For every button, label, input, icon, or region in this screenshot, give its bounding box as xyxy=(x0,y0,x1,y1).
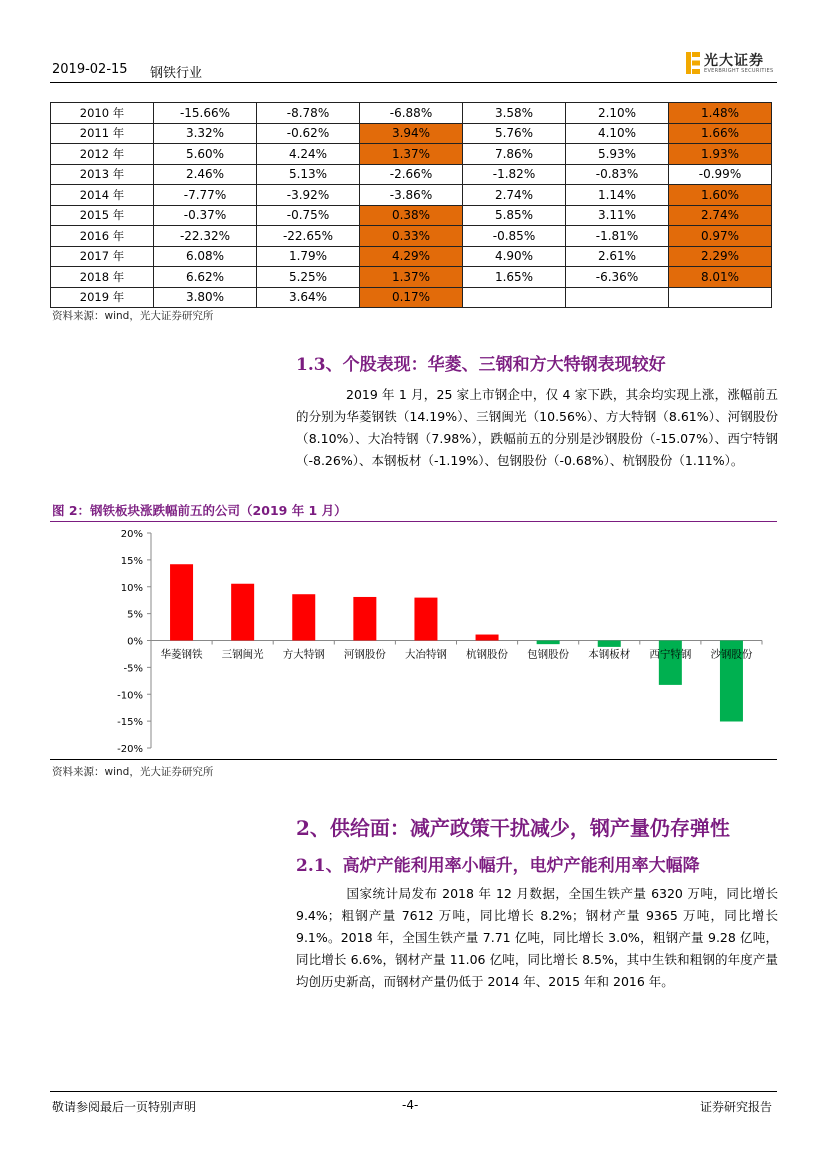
table-value-cell: -2.66% xyxy=(360,164,463,185)
section-1-3-text: 2019 年 1 月，25 家上市钢企中，仅 4 家下跌，其余均实现上涨，涨幅前五的分别为华菱钢铁（14.19%）、三钢闽光（10.56%）、方大特钢（8.61%）、河钢股份（8.10%）、大冶特钢（7.98%），跌幅前五的分别是沙钢股份（-15.07%）、西宁特钢（-8.26%）、本钢板材（-1.19%）、包钢股份（-0.68%）、杭钢股份（1.11%）。 xyxy=(296,387,778,468)
table-value-cell: 5.25% xyxy=(257,267,360,288)
table-value-cell: 1.37% xyxy=(360,144,463,165)
table-value-cell: 6.62% xyxy=(154,267,257,288)
table-value-cell: -3.86% xyxy=(360,185,463,206)
logo-mark-icon xyxy=(686,52,700,74)
logo-subtext: EVERBRIGHT SECURITIES xyxy=(704,68,774,74)
table-value-cell: -6.88% xyxy=(360,103,463,124)
table-value-cell: 1.48% xyxy=(669,103,772,124)
table-value-cell: 2.10% xyxy=(566,103,669,124)
table-value-cell: 1.37% xyxy=(360,267,463,288)
y-tick-label: 10% xyxy=(120,582,143,594)
y-tick-label: 5% xyxy=(127,609,143,621)
table-value-cell: 2.46% xyxy=(154,164,257,185)
table-row xyxy=(51,185,772,206)
table-value-cell: 2.29% xyxy=(669,246,772,267)
table-value-cell xyxy=(463,287,566,308)
logo-text: 光大证券 xyxy=(704,53,764,69)
table-value-cell: 7.86% xyxy=(463,144,566,165)
table-value-cell: 3.58% xyxy=(463,103,566,124)
industry-label: 钢铁行业 xyxy=(150,66,203,81)
table-year-cell: 2017 年 xyxy=(51,246,154,267)
table-value-cell xyxy=(669,287,772,308)
table-row xyxy=(51,226,772,247)
y-tick-label: 0% xyxy=(127,636,143,648)
table-value-cell: 1.65% xyxy=(463,267,566,288)
y-tick-label: -5% xyxy=(123,663,143,675)
company-logo xyxy=(686,50,782,78)
table-value-cell: -3.92% xyxy=(257,185,360,206)
table-value-cell: 3.32% xyxy=(154,123,257,144)
table-value-cell: 0.97% xyxy=(669,226,772,247)
table-value-cell: 5.13% xyxy=(257,164,360,185)
table-year-cell: 2010 年 xyxy=(51,103,154,124)
header-divider xyxy=(50,82,777,83)
table-value-cell: 5.76% xyxy=(463,123,566,144)
footer-report-type: 证券研究报告 xyxy=(700,1100,773,1114)
table-value-cell: -0.75% xyxy=(257,205,360,226)
figure-title: 图 2：钢铁板块涨跌幅前五的公司（2019 年 1 月） xyxy=(52,503,347,518)
table-value-cell: 2.61% xyxy=(566,246,669,267)
table-value-cell: 5.93% xyxy=(566,144,669,165)
table-value-cell: -0.62% xyxy=(257,123,360,144)
table-value-cell: 8.01% xyxy=(669,267,772,288)
bar-1 xyxy=(231,584,254,641)
table-value-cell: -22.65% xyxy=(257,226,360,247)
table-value-cell: 2.74% xyxy=(463,185,566,206)
table-value-cell: -0.99% xyxy=(669,164,772,185)
category-label: 杭钢股份 xyxy=(466,648,509,661)
bar-8 xyxy=(659,641,682,685)
bar-6 xyxy=(537,641,560,645)
category-label: 三钢闽光 xyxy=(221,648,264,661)
table-year-cell: 2013 年 xyxy=(51,164,154,185)
table-value-cell: -8.78% xyxy=(257,103,360,124)
y-tick-label: 20% xyxy=(120,529,143,540)
category-label: 西宁特钢 xyxy=(649,648,692,661)
table-value-cell: 3.80% xyxy=(154,287,257,308)
y-tick-label: -15% xyxy=(117,717,143,729)
table-year-cell: 2018 年 xyxy=(51,267,154,288)
category-label: 沙钢股份 xyxy=(710,648,753,661)
table-value-cell: 4.10% xyxy=(566,123,669,144)
stock-change-bar-chart xyxy=(50,522,777,758)
table-year-cell: 2019 年 xyxy=(51,287,154,308)
figure-bottom-rule xyxy=(50,759,777,760)
y-tick-label: -10% xyxy=(117,690,143,702)
table-row xyxy=(51,164,772,185)
table-value-cell xyxy=(566,287,669,308)
table-value-cell: 3.11% xyxy=(566,205,669,226)
table-year-cell: 2016 年 xyxy=(51,226,154,247)
category-label: 华菱钢铁 xyxy=(160,648,203,661)
page-number: -4- xyxy=(402,1098,419,1112)
table-value-cell: 4.24% xyxy=(257,144,360,165)
table-value-cell: -22.32% xyxy=(154,226,257,247)
table-row xyxy=(51,287,772,308)
table-value-cell: 4.29% xyxy=(360,246,463,267)
section-2-1-title: 2.1、高炉产能利用率小幅升，电炉产能利用率大幅降 xyxy=(296,856,700,876)
table-year-cell: 2014 年 xyxy=(51,185,154,206)
category-label: 河钢股份 xyxy=(343,648,386,661)
y-tick-label: 15% xyxy=(120,555,143,567)
section-1-3-title: 1.3、个股表现：华菱、三钢和方大特钢表现较好 xyxy=(296,355,666,375)
table-value-cell: 6.08% xyxy=(154,246,257,267)
table-value-cell: 5.60% xyxy=(154,144,257,165)
table-row xyxy=(51,246,772,267)
table-value-cell: 1.93% xyxy=(669,144,772,165)
bar-2 xyxy=(292,594,315,640)
table-value-cell: -0.37% xyxy=(154,205,257,226)
category-label: 大冶特钢 xyxy=(404,648,447,661)
table-value-cell: 1.79% xyxy=(257,246,360,267)
figure-source: 资料来源：wind，光大证券研究所 xyxy=(52,766,214,778)
bar-0 xyxy=(170,564,193,640)
section-1-3-body xyxy=(296,384,778,472)
table-row xyxy=(51,144,772,165)
table-value-cell: -1.82% xyxy=(463,164,566,185)
table-value-cell: 0.38% xyxy=(360,205,463,226)
section-2-1-text: 国家统计局发布 2018 年 12 月数据，全国生铁产量 6320 万吨，同比增长 9.4%；粗钢产量 7612 万吨，同比增长 8.2%；钢材产量 9365 万吨，同比增长 9.1%。2018 年，全国生铁产量 7.71 亿吨，同比增长 3.0%，粗钢产量 9.28 亿吨，同比增长 6.6%，钢材产量 11.06 亿吨，同比增长 8.5%，其中生铁和粗钢的年度产量均创历史新高，而钢材产量仍低于 2014 年、2015 年和 2016 年。 xyxy=(296,886,778,989)
section-2-title: 2、供给面：减产政策干扰减少，钢产量仍存弹性 xyxy=(296,816,730,840)
table-value-cell: 2.74% xyxy=(669,205,772,226)
bar-4 xyxy=(414,598,437,641)
table-value-cell: 4.90% xyxy=(463,246,566,267)
bar-7 xyxy=(598,641,621,647)
table-row xyxy=(51,123,772,144)
table-row xyxy=(51,103,772,124)
table-value-cell: -0.83% xyxy=(566,164,669,185)
table-value-cell: -15.66% xyxy=(154,103,257,124)
table-value-cell: -7.77% xyxy=(154,185,257,206)
table-row xyxy=(51,267,772,288)
category-label: 方大特钢 xyxy=(282,648,325,661)
bar-5 xyxy=(476,635,499,641)
table-value-cell: 1.66% xyxy=(669,123,772,144)
table-value-cell: 1.14% xyxy=(566,185,669,206)
table-value-cell: 5.85% xyxy=(463,205,566,226)
table-value-cell: 0.17% xyxy=(360,287,463,308)
table-value-cell: 3.64% xyxy=(257,287,360,308)
table-value-cell: 0.33% xyxy=(360,226,463,247)
table-value-cell: 1.60% xyxy=(669,185,772,206)
report-date: 2019-02-15 xyxy=(52,62,128,77)
category-label: 本钢板材 xyxy=(588,648,631,661)
table-value-cell: 3.94% xyxy=(360,123,463,144)
table-value-cell: -6.36% xyxy=(566,267,669,288)
footer-divider xyxy=(50,1091,777,1092)
section-2-1-body xyxy=(296,883,778,993)
annual-return-table xyxy=(50,102,772,308)
table-year-cell: 2012 年 xyxy=(51,144,154,165)
category-label: 包钢股份 xyxy=(527,648,570,661)
bar-3 xyxy=(353,597,376,641)
table-year-cell: 2011 年 xyxy=(51,123,154,144)
table-source: 资料来源：wind，光大证券研究所 xyxy=(52,310,214,322)
table-year-cell: 2015 年 xyxy=(51,205,154,226)
y-tick-label: -20% xyxy=(117,744,143,755)
table-value-cell: -0.85% xyxy=(463,226,566,247)
footer-disclaimer: 敬请参阅最后一页特别声明 xyxy=(52,1100,197,1114)
table-value-cell: -1.81% xyxy=(566,226,669,247)
table-row xyxy=(51,205,772,226)
